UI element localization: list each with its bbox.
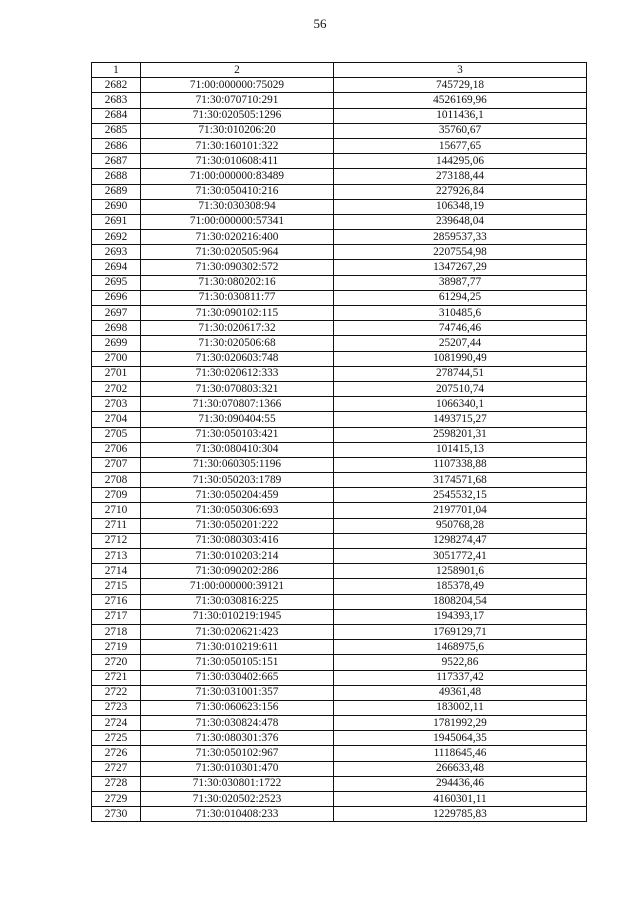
table-row <box>92 624 587 639</box>
row-number-cell: 2682 <box>92 78 141 93</box>
table-row <box>92 685 587 700</box>
row-number-cell: 2699 <box>92 336 141 351</box>
table-row <box>92 533 587 548</box>
value-cell: 3051772,41 <box>334 549 587 564</box>
value-cell: 2598201,31 <box>334 427 587 442</box>
table-row <box>92 245 587 260</box>
value-cell: 294436,46 <box>334 776 587 791</box>
cadastral-number-cell: 71:30:020502:2523 <box>141 792 334 807</box>
cadastral-number-cell: 71:30:090404:55 <box>141 412 334 427</box>
cadastral-number-cell: 71:30:080202:16 <box>141 275 334 290</box>
row-number-cell: 2697 <box>92 306 141 321</box>
table-body <box>92 78 587 822</box>
cadastral-number-cell: 71:30:030801:1722 <box>141 776 334 791</box>
row-number-cell: 2703 <box>92 397 141 412</box>
table-row <box>92 138 587 153</box>
table-row <box>92 776 587 791</box>
table-row <box>92 412 587 427</box>
row-number-cell: 2729 <box>92 792 141 807</box>
cadastral-number-cell: 71:30:020506:68 <box>141 336 334 351</box>
cadastral-number-cell: 71:30:060623:156 <box>141 700 334 715</box>
value-cell: 2207554,98 <box>334 245 587 260</box>
table-row <box>92 473 587 488</box>
row-number-cell: 2704 <box>92 412 141 427</box>
cadastral-number-cell: 71:30:020505:964 <box>141 245 334 260</box>
table-row <box>92 807 587 822</box>
value-cell: 74746,46 <box>334 321 587 336</box>
cadastral-number-cell: 71:30:031001:357 <box>141 685 334 700</box>
table-row <box>92 154 587 169</box>
table-row <box>92 123 587 138</box>
table-row <box>92 397 587 412</box>
table-row <box>92 655 587 670</box>
row-number-cell: 2691 <box>92 214 141 229</box>
value-cell: 1347267,29 <box>334 260 587 275</box>
table-row <box>92 321 587 336</box>
value-cell: 183002,11 <box>334 700 587 715</box>
value-cell: 38987,77 <box>334 275 587 290</box>
cadastral-number-cell: 71:30:010203:214 <box>141 549 334 564</box>
column-header-1: 1 <box>92 63 141 78</box>
cadastral-number-cell: 71:30:030824:478 <box>141 716 334 731</box>
value-cell: 3174571,68 <box>334 473 587 488</box>
value-cell: 239648,04 <box>334 214 587 229</box>
cadastral-number-cell: 71:30:010408:233 <box>141 807 334 822</box>
row-number-cell: 2714 <box>92 564 141 579</box>
table-row <box>92 336 587 351</box>
value-cell: 266633,48 <box>334 761 587 776</box>
cadastral-number-cell: 71:30:080303:416 <box>141 533 334 548</box>
table-row <box>92 108 587 123</box>
row-number-cell: 2702 <box>92 381 141 396</box>
cadastral-number-cell: 71:30:050306:693 <box>141 503 334 518</box>
row-number-cell: 2719 <box>92 640 141 655</box>
cadastral-number-cell: 71:30:050105:151 <box>141 655 334 670</box>
row-number-cell: 2716 <box>92 594 141 609</box>
value-cell: 1107338,88 <box>334 457 587 472</box>
table-row <box>92 503 587 518</box>
cadastral-number-cell: 71:30:050103:421 <box>141 427 334 442</box>
row-number-cell: 2688 <box>92 169 141 184</box>
row-number-cell: 2707 <box>92 457 141 472</box>
table-row <box>92 579 587 594</box>
cadastral-number-cell: 71:00:000000:39121 <box>141 579 334 594</box>
value-cell: 310485,6 <box>334 306 587 321</box>
cadastral-number-cell: 71:30:050204:459 <box>141 488 334 503</box>
value-cell: 9522,86 <box>334 655 587 670</box>
table-row <box>92 731 587 746</box>
table-row <box>92 488 587 503</box>
value-cell: 1468975,6 <box>334 640 587 655</box>
cadastral-number-cell: 71:30:050410:216 <box>141 184 334 199</box>
table-row <box>92 457 587 472</box>
row-number-cell: 2684 <box>92 108 141 123</box>
table-row <box>92 761 587 776</box>
value-cell: 25207,44 <box>334 336 587 351</box>
row-number-cell: 2698 <box>92 321 141 336</box>
row-number-cell: 2724 <box>92 716 141 731</box>
table-row <box>92 169 587 184</box>
value-cell: 227926,84 <box>334 184 587 199</box>
value-cell: 1229785,83 <box>334 807 587 822</box>
value-cell: 1945064,35 <box>334 731 587 746</box>
table-row <box>92 609 587 624</box>
cadastral-number-cell: 71:30:010219:611 <box>141 640 334 655</box>
value-cell: 1066340,1 <box>334 397 587 412</box>
value-cell: 278744,51 <box>334 366 587 381</box>
value-cell: 1258901,6 <box>334 564 587 579</box>
cadastral-number-cell: 71:30:010219:1945 <box>141 609 334 624</box>
row-number-cell: 2725 <box>92 731 141 746</box>
value-cell: 1769129,71 <box>334 624 587 639</box>
cadastral-number-cell: 71:30:060305:1196 <box>141 457 334 472</box>
cadastral-number-cell: 71:30:020216:400 <box>141 230 334 245</box>
cadastral-number-cell: 71:30:070807:1366 <box>141 397 334 412</box>
table-row <box>92 792 587 807</box>
row-number-cell: 2715 <box>92 579 141 594</box>
value-cell: 1808204,54 <box>334 594 587 609</box>
header-row <box>92 63 587 78</box>
value-cell: 185378,49 <box>334 579 587 594</box>
value-cell: 745729,18 <box>334 78 587 93</box>
cadastral-number-cell: 71:30:020621:423 <box>141 624 334 639</box>
column-header-2: 2 <box>141 63 334 78</box>
cadastral-number-cell: 71:30:070710:291 <box>141 93 334 108</box>
table-row <box>92 594 587 609</box>
row-number-cell: 2717 <box>92 609 141 624</box>
cadastral-number-cell: 71:30:030816:225 <box>141 594 334 609</box>
page-number: 56 <box>313 16 327 31</box>
table-row <box>92 78 587 93</box>
table-row <box>92 518 587 533</box>
table-row <box>92 306 587 321</box>
row-number-cell: 2720 <box>92 655 141 670</box>
value-cell: 117337,42 <box>334 670 587 685</box>
row-number-cell: 2706 <box>92 442 141 457</box>
cadastral-number-cell: 71:30:080410:304 <box>141 442 334 457</box>
table-row <box>92 93 587 108</box>
cadastral-number-cell: 71:00:000000:57341 <box>141 214 334 229</box>
column-header-3: 3 <box>334 63 587 78</box>
row-number-cell: 2705 <box>92 427 141 442</box>
table-row <box>92 275 587 290</box>
cadastral-number-cell: 71:30:090202:286 <box>141 564 334 579</box>
cadastral-number-cell: 71:30:030402:665 <box>141 670 334 685</box>
row-number-cell: 2690 <box>92 199 141 214</box>
table-row <box>92 746 587 761</box>
value-cell: 49361,48 <box>334 685 587 700</box>
table-row <box>92 716 587 731</box>
value-cell: 106348,19 <box>334 199 587 214</box>
value-cell: 1011436,1 <box>334 108 587 123</box>
cadastral-number-cell: 71:30:010301:470 <box>141 761 334 776</box>
cadastral-number-cell: 71:00:000000:83489 <box>141 169 334 184</box>
cadastral-number-cell: 71:30:070803:321 <box>141 381 334 396</box>
value-cell: 950768,28 <box>334 518 587 533</box>
value-cell: 1781992,29 <box>334 716 587 731</box>
table-row <box>92 199 587 214</box>
value-cell: 273188,44 <box>334 169 587 184</box>
row-number-cell: 2708 <box>92 473 141 488</box>
row-number-cell: 2727 <box>92 761 141 776</box>
row-number-cell: 2721 <box>92 670 141 685</box>
table-row <box>92 427 587 442</box>
row-number-cell: 2694 <box>92 260 141 275</box>
row-number-cell: 2728 <box>92 776 141 791</box>
table-row <box>92 290 587 305</box>
row-number-cell: 2693 <box>92 245 141 260</box>
table-row <box>92 670 587 685</box>
row-number-cell: 2726 <box>92 746 141 761</box>
row-number-cell: 2687 <box>92 154 141 169</box>
cadastral-number-cell: 71:30:030811:77 <box>141 290 334 305</box>
cadastral-number-cell: 71:30:020603:748 <box>141 351 334 366</box>
value-cell: 4526169,96 <box>334 93 587 108</box>
row-number-cell: 2700 <box>92 351 141 366</box>
table-row <box>92 381 587 396</box>
value-cell: 4160301,11 <box>334 792 587 807</box>
row-number-cell: 2718 <box>92 624 141 639</box>
value-cell: 1493715,27 <box>334 412 587 427</box>
cadastral-number-cell: 71:30:010608:411 <box>141 154 334 169</box>
cadastral-number-cell: 71:30:050203:1789 <box>141 473 334 488</box>
value-cell: 35760,67 <box>334 123 587 138</box>
row-number-cell: 2710 <box>92 503 141 518</box>
value-cell: 2197701,04 <box>334 503 587 518</box>
row-number-cell: 2685 <box>92 123 141 138</box>
value-cell: 2545532,15 <box>334 488 587 503</box>
table-row <box>92 564 587 579</box>
cadastral-number-cell: 71:30:050102:967 <box>141 746 334 761</box>
cadastral-number-cell: 71:30:090102:115 <box>141 306 334 321</box>
table-row <box>92 184 587 199</box>
table-row <box>92 549 587 564</box>
value-cell: 1118645,46 <box>334 746 587 761</box>
cadastral-number-cell: 71:30:090302:572 <box>141 260 334 275</box>
value-cell: 1081990,49 <box>334 351 587 366</box>
table-row <box>92 366 587 381</box>
cadastral-number-cell: 71:30:050201:222 <box>141 518 334 533</box>
row-number-cell: 2689 <box>92 184 141 199</box>
row-number-cell: 2712 <box>92 533 141 548</box>
table-row <box>92 640 587 655</box>
cadastral-number-cell: 71:30:010206:20 <box>141 123 334 138</box>
registry-table <box>91 62 587 822</box>
row-number-cell: 2686 <box>92 138 141 153</box>
value-cell: 61294,25 <box>334 290 587 305</box>
cadastral-number-cell: 71:30:020617:32 <box>141 321 334 336</box>
table-row <box>92 442 587 457</box>
value-cell: 101415,13 <box>334 442 587 457</box>
row-number-cell: 2730 <box>92 807 141 822</box>
value-cell: 194393,17 <box>334 609 587 624</box>
value-cell: 2859537,33 <box>334 230 587 245</box>
cadastral-number-cell: 71:00:000000:75029 <box>141 78 334 93</box>
cadastral-number-cell: 71:30:020612:333 <box>141 366 334 381</box>
value-cell: 207510,74 <box>334 381 587 396</box>
value-cell: 1298274,47 <box>334 533 587 548</box>
row-number-cell: 2713 <box>92 549 141 564</box>
value-cell: 144295,06 <box>334 154 587 169</box>
table-row <box>92 351 587 366</box>
table-row <box>92 230 587 245</box>
table-row <box>92 214 587 229</box>
row-number-cell: 2709 <box>92 488 141 503</box>
row-number-cell: 2723 <box>92 700 141 715</box>
row-number-cell: 2695 <box>92 275 141 290</box>
value-cell: 15677,65 <box>334 138 587 153</box>
row-number-cell: 2701 <box>92 366 141 381</box>
cadastral-number-cell: 71:30:160101:322 <box>141 138 334 153</box>
cadastral-number-cell: 71:30:030308:94 <box>141 199 334 214</box>
row-number-cell: 2692 <box>92 230 141 245</box>
row-number-cell: 2683 <box>92 93 141 108</box>
cadastral-number-cell: 71:30:020505:1296 <box>141 108 334 123</box>
cadastral-number-cell: 71:30:080301:376 <box>141 731 334 746</box>
table-row <box>92 260 587 275</box>
table-row <box>92 700 587 715</box>
row-number-cell: 2722 <box>92 685 141 700</box>
row-number-cell: 2711 <box>92 518 141 533</box>
row-number-cell: 2696 <box>92 290 141 305</box>
